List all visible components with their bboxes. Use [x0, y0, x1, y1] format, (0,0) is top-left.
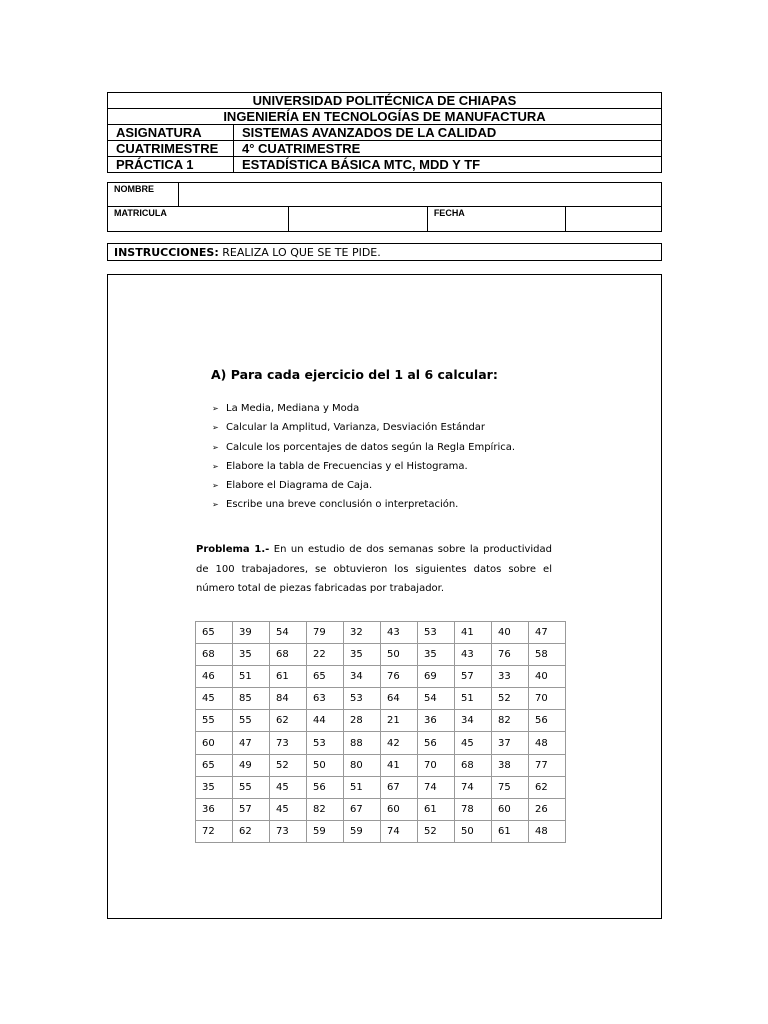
task-item [212, 399, 515, 418]
table-cell: 56 [529, 710, 566, 732]
table-cell: 62 [270, 710, 307, 732]
task-item [212, 418, 515, 437]
table-cell: 51 [233, 666, 270, 688]
table-row [196, 776, 566, 798]
fecha-label: FECHA [428, 207, 566, 231]
practice-value: ESTADÍSTICA BÁSICA MTC, MDD Y TF [234, 157, 662, 173]
table-cell: 45 [270, 776, 307, 798]
fecha-cell [427, 207, 661, 232]
table-cell: 35 [418, 644, 455, 666]
term-value: 4° CUATRIMESTRE [234, 141, 662, 157]
table-cell: 45 [270, 798, 307, 820]
table-cell: 74 [418, 776, 455, 798]
table-cell: 32 [344, 622, 381, 644]
table-cell: 52 [270, 754, 307, 776]
table-cell: 47 [529, 622, 566, 644]
table-cell: 56 [307, 776, 344, 798]
table-cell: 45 [196, 688, 233, 710]
table-cell: 53 [344, 688, 381, 710]
table-cell: 36 [196, 798, 233, 820]
table-cell: 82 [492, 710, 529, 732]
table-cell: 26 [529, 798, 566, 820]
table-cell: 65 [196, 622, 233, 644]
table-cell: 36 [418, 710, 455, 732]
name-label: NOMBRE [108, 183, 179, 207]
table-cell: 76 [492, 644, 529, 666]
table-cell: 78 [455, 798, 492, 820]
table-cell: 48 [529, 820, 566, 842]
table-cell: 58 [529, 644, 566, 666]
problem-statement [196, 540, 552, 599]
arrow-bullet-icon: ➢ [212, 500, 219, 510]
subject-label: ASIGNATURA [108, 125, 234, 141]
table-cell: 65 [196, 754, 233, 776]
table-cell: 34 [455, 710, 492, 732]
table-cell: 38 [492, 754, 529, 776]
matricula-field[interactable] [288, 207, 427, 232]
table-cell: 56 [418, 732, 455, 754]
table-cell: 55 [233, 710, 270, 732]
table-cell: 68 [270, 644, 307, 666]
table-cell: 46 [196, 666, 233, 688]
instructions [107, 243, 662, 261]
exercise-box [107, 274, 662, 919]
table-cell: 67 [344, 798, 381, 820]
data-table [195, 621, 566, 843]
table-row [196, 820, 566, 842]
header-table [107, 92, 662, 173]
table-cell: 55 [233, 776, 270, 798]
table-cell: 49 [233, 754, 270, 776]
table-cell: 74 [455, 776, 492, 798]
student-info-table [107, 182, 662, 232]
table-cell: 35 [233, 644, 270, 666]
table-cell: 65 [307, 666, 344, 688]
table-cell: 22 [307, 644, 344, 666]
table-cell: 67 [381, 776, 418, 798]
table-cell: 41 [455, 622, 492, 644]
table-row [196, 754, 566, 776]
table-cell: 70 [418, 754, 455, 776]
table-cell: 80 [344, 754, 381, 776]
table-cell: 54 [418, 688, 455, 710]
name-field[interactable] [179, 183, 662, 207]
table-cell: 51 [344, 776, 381, 798]
table-cell: 41 [381, 754, 418, 776]
table-row [196, 710, 566, 732]
table-row [196, 798, 566, 820]
table-cell: 73 [270, 820, 307, 842]
table-cell: 79 [307, 622, 344, 644]
arrow-bullet-icon: ➢ [212, 481, 219, 491]
practice-label: PRÁCTICA 1 [108, 157, 234, 173]
table-cell: 61 [270, 666, 307, 688]
task-text: Escribe una breve conclusión o interpretación. [226, 499, 459, 511]
table-cell: 21 [381, 710, 418, 732]
arrow-bullet-icon: ➢ [212, 423, 219, 433]
table-cell: 35 [344, 644, 381, 666]
term-label: CUATRIMESTRE [108, 141, 234, 157]
task-text: Elabore el Diagrama de Caja. [226, 480, 373, 492]
table-cell: 55 [196, 710, 233, 732]
table-cell: 53 [307, 732, 344, 754]
table-cell: 51 [455, 688, 492, 710]
table-cell: 59 [307, 820, 344, 842]
table-cell: 48 [529, 732, 566, 754]
table-cell: 44 [307, 710, 344, 732]
table-cell: 50 [307, 754, 344, 776]
instructions-text: REALIZA LO QUE SE TE PIDE. [218, 246, 381, 259]
table-cell: 72 [196, 820, 233, 842]
task-item [212, 495, 515, 514]
task-text: Calcule los porcentajes de datos según la Regla Empírica. [226, 441, 516, 453]
table-cell: 33 [492, 666, 529, 688]
table-cell: 45 [455, 732, 492, 754]
table-cell: 28 [344, 710, 381, 732]
table-cell: 63 [307, 688, 344, 710]
table-cell: 62 [233, 820, 270, 842]
fecha-field[interactable] [565, 207, 661, 231]
table-cell: 82 [307, 798, 344, 820]
table-cell: 68 [455, 754, 492, 776]
table-cell: 76 [381, 666, 418, 688]
task-item [212, 476, 515, 495]
university-name: UNIVERSIDAD POLITÉCNICA DE CHIAPAS [108, 93, 662, 109]
table-cell: 60 [196, 732, 233, 754]
table-row [196, 644, 566, 666]
task-list [212, 399, 515, 515]
table-cell: 52 [492, 688, 529, 710]
task-text: Calcular la Amplitud, Varianza, Desviación Estándar [226, 422, 486, 434]
table-cell: 57 [455, 666, 492, 688]
table-cell: 60 [381, 798, 418, 820]
table-cell: 43 [381, 622, 418, 644]
table-cell: 59 [344, 820, 381, 842]
table-row [196, 666, 566, 688]
table-cell: 61 [492, 820, 529, 842]
program-name: INGENIERÍA EN TECNOLOGÍAS DE MANUFACTURA [108, 109, 662, 125]
table-cell: 50 [381, 644, 418, 666]
table-cell: 40 [529, 666, 566, 688]
table-cell: 53 [418, 622, 455, 644]
table-cell: 47 [233, 732, 270, 754]
table-cell: 77 [529, 754, 566, 776]
table-cell: 69 [418, 666, 455, 688]
arrow-bullet-icon: ➢ [212, 442, 219, 452]
section-title: A) Para cada ejercicio del 1 al 6 calcular: [211, 367, 498, 382]
table-cell: 52 [418, 820, 455, 842]
table-cell: 43 [455, 644, 492, 666]
problem-text: En un estudio de dos semanas sobre la productividad de 100 trabajadores, se obtuvieron los siguientes datos sobre el número total de piezas fabricadas por trabajador. [196, 544, 552, 594]
task-text: La Media, Mediana y Moda [226, 403, 360, 414]
table-cell: 75 [492, 776, 529, 798]
table-row [196, 688, 566, 710]
table-cell: 40 [492, 622, 529, 644]
table-cell: 64 [381, 688, 418, 710]
table-cell: 54 [270, 622, 307, 644]
instructions-label: INSTRUCCIONES: [114, 246, 219, 259]
arrow-bullet-icon: ➢ [212, 404, 219, 413]
task-item [212, 457, 515, 476]
table-cell: 88 [344, 732, 381, 754]
problem-label: Problema 1.- [196, 544, 270, 555]
table-cell: 35 [196, 776, 233, 798]
table-row [196, 622, 566, 644]
table-cell: 73 [270, 732, 307, 754]
table-cell: 62 [529, 776, 566, 798]
table-cell: 84 [270, 688, 307, 710]
table-cell: 70 [529, 688, 566, 710]
table-cell: 42 [381, 732, 418, 754]
table-cell: 39 [233, 622, 270, 644]
table-row [196, 732, 566, 754]
table-cell: 85 [233, 688, 270, 710]
table-cell: 60 [492, 798, 529, 820]
arrow-bullet-icon: ➢ [212, 461, 219, 471]
table-cell: 57 [233, 798, 270, 820]
table-cell: 50 [455, 820, 492, 842]
table-cell: 61 [418, 798, 455, 820]
matricula-label: MATRICULA [108, 207, 289, 232]
task-item [212, 438, 515, 457]
table-cell: 34 [344, 666, 381, 688]
subject-value: SISTEMAS AVANZADOS DE LA CALIDAD [234, 125, 662, 141]
table-cell: 74 [381, 820, 418, 842]
task-text: Elabore la tabla de Frecuencias y el Histograma. [226, 460, 468, 472]
table-cell: 68 [196, 644, 233, 666]
table-cell: 37 [492, 732, 529, 754]
